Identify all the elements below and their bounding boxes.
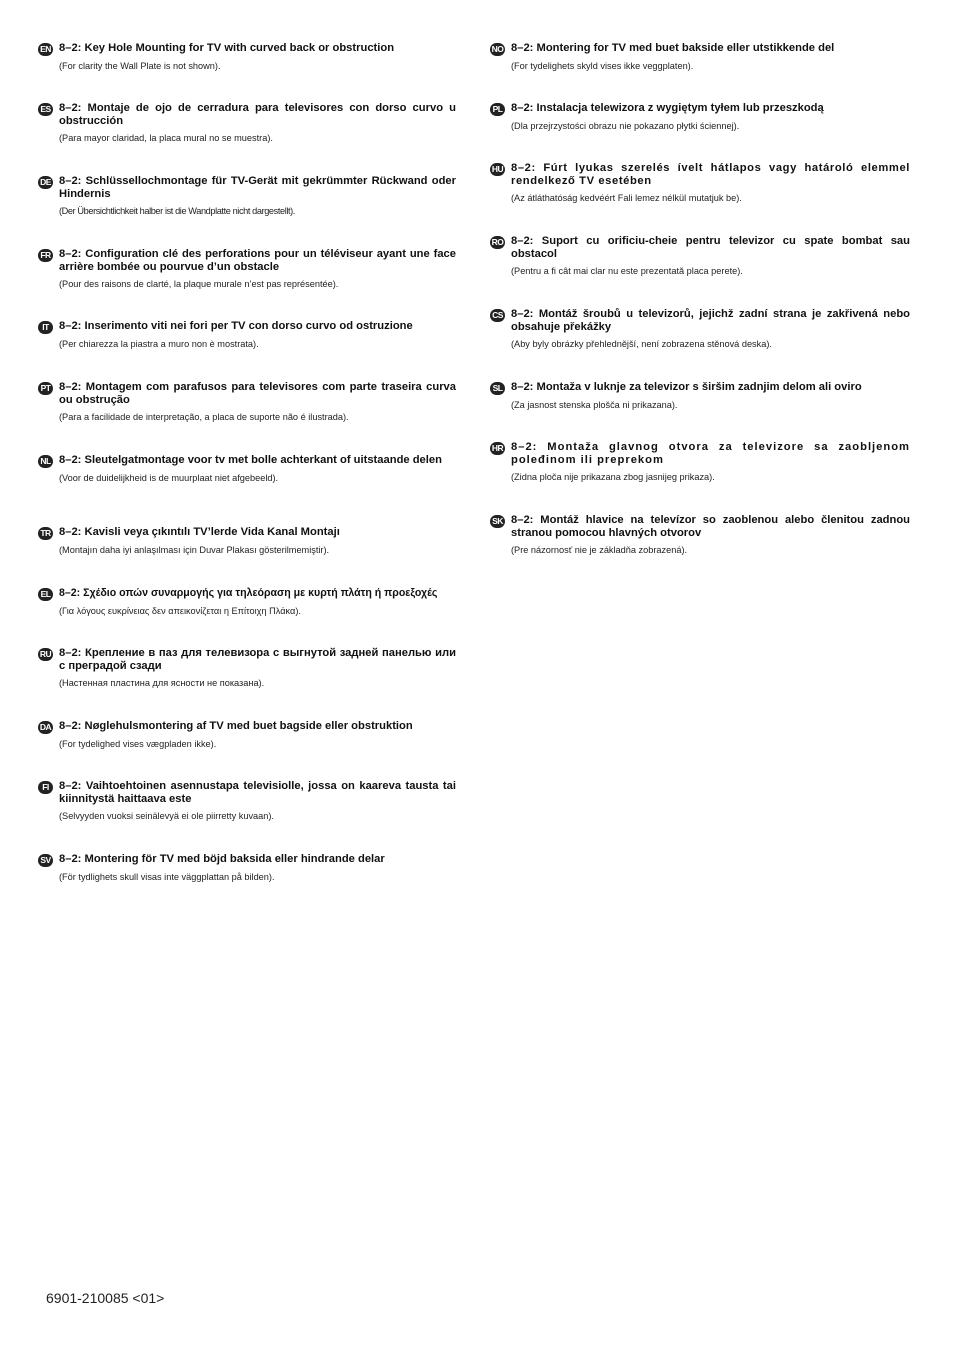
instruction-heading: 8–2: Montering för TV med böjd baksida eller hindrande delar [59, 853, 385, 865]
instruction-entry-sv [38, 853, 456, 883]
instruction-note: (Selvyyden vuoksi seinälevyä ei ole piirretty kuvaan). [59, 811, 274, 821]
instruction-note: (Montajın daha iyi anlaşılması için Duvar Plakası gösterilmemiştir). [59, 544, 330, 555]
instruction-entry-cs [490, 308, 910, 350]
instruction-entry-nl [38, 454, 456, 484]
language-badge: DA [39, 722, 52, 732]
instruction-note: (For clarity the Wall Plate is not shown). [59, 60, 221, 71]
instruction-heading: 8–2: Sleutelgatmontage voor tv met bolle achterkant of uitstaande delen [59, 454, 442, 466]
instruction-note: (Para a facilidade de interpretação, a placa de suporte não é ilustrada). [59, 412, 349, 422]
language-badge: NO [491, 44, 504, 54]
language-badge: FR [38, 249, 53, 262]
language-badge: RO [491, 237, 504, 247]
instruction-note: (Per chiarezza la piastra a muro non è mostrata). [59, 338, 259, 349]
instruction-entry-en [38, 42, 456, 72]
instruction-note: (Der Übersichtlichkeit halber ist die Wandplatte nicht dargestellt). [59, 206, 295, 216]
instruction-heading: 8–2: Instalacja telewizora z wygiętym tyłem lub przeszkodą [511, 102, 824, 114]
instruction-note: (Pour des raisons de clarté, la plaque murale n’est pas représentée). [59, 279, 339, 289]
instruction-entry-hu [490, 162, 910, 204]
instruction-note: (Настенная пластина для ясности не показана). [59, 678, 265, 688]
instruction-heading: 8–2: Vaihtoehtoinen asennustapa televisiolle, jossa on kaareva tausta tai kiinnitystä haittaava este [59, 780, 456, 805]
language-badge: NL [38, 455, 53, 468]
instruction-heading: 8–2: Kavisli veya çıkıntılı TV’lerde Vida Kanal Montajı [59, 526, 340, 538]
instruction-note: (Dla przejrzystości obrazu nie pokazano płytki ściennej). [511, 120, 740, 131]
language-badge: IT [38, 321, 53, 334]
document-number: 6901-210085 <01> [46, 1290, 165, 1306]
instruction-heading: 8–2: Nøglehulsmontering af TV med buet bagside eller obstruktion [59, 720, 413, 732]
language-badge: SK [490, 515, 505, 528]
instruction-note: (Για λόγους ευκρίνειας δεν απεικονίζεται η Επίτοιχη Πλάκα). [59, 605, 301, 616]
instruction-heading: 8–2: Σχέδιο οπών συναρμογής για τηλεόραση με κυρτή πλάτη ή προεξοχές [59, 587, 438, 599]
instruction-entry-no [490, 42, 910, 72]
language-badge: ES [38, 103, 53, 116]
instruction-note: (For tydelighed vises vægpladen ikke). [59, 738, 217, 749]
instruction-note: (Pentru a fi cât mai clar nu este prezentată placa perete). [511, 266, 743, 276]
instruction-note: (Az átláthatóság kedvéért Fali lemez nélkül mutatjuk be). [511, 193, 742, 203]
instruction-note: (För tydlighets skull visas inte väggplattan på bilden). [59, 871, 275, 882]
language-badge: CS [490, 309, 505, 322]
instruction-entry-it [38, 320, 456, 350]
instruction-entry-tr [38, 526, 456, 556]
instruction-heading: 8–2: Montáž šroubů u televizorů, jejichž zadní strana je zakřivená nebo obsahuje překážky [511, 308, 910, 333]
instruction-heading: 8–2: Montaje de ojo de cerradura para televisores con dorso curvo u obstrucción [59, 102, 456, 127]
instruction-heading: 8–2: Montáž hlavice na televízor so zaoblenou alebo členitou zadnou stranou pomocou hlavných otvorov [511, 514, 910, 539]
language-badge: SV [38, 854, 53, 867]
instruction-heading: 8–2: Montaža glavnog otvora za televizore sa zaobljenom poleđinom ili preprekom [511, 441, 910, 466]
instruction-note: (Pre názornosť nie je základňa zobrazená). [511, 545, 688, 555]
instruction-entry-de [38, 175, 456, 217]
language-badge: SL [490, 382, 505, 395]
instruction-heading: 8–2: Fúrt lyukas szerelés ívelt hátlapos vagy határoló elemmel rendelkező TV esetében [511, 162, 910, 187]
instruction-note: (Aby byly obrázky přehlednější, není zobrazena stěnová deska). [511, 339, 772, 349]
instruction-entry-ro [490, 235, 910, 277]
language-badge: EN [38, 43, 53, 56]
language-badge: HR [491, 443, 504, 453]
instruction-heading: 8–2: Montering for TV med buet bakside eller utstikkende del [511, 42, 835, 54]
instruction-entry-ru [38, 647, 456, 689]
instruction-entry-hr [490, 441, 910, 483]
instruction-entry-fi [38, 780, 456, 822]
instruction-entry-pl [490, 102, 910, 132]
language-badge: HU [491, 164, 504, 174]
instruction-heading: 8–2: Inserimento viti nei fori per TV con dorso curvo od ostruzione [59, 320, 413, 332]
language-badge: TR [38, 527, 53, 540]
instruction-entry-el [38, 587, 456, 617]
language-badge: PL [490, 103, 505, 116]
instruction-note: (For tydelighets skyld vises ikke veggplaten). [511, 60, 694, 71]
language-badge: PT [38, 382, 53, 395]
instruction-heading: 8–2: Suport cu orificiu-cheie pentru televizor cu spate bombat sau obstacol [511, 235, 910, 260]
language-badge: DE [38, 176, 53, 189]
instruction-entry-es [38, 102, 456, 144]
instruction-heading: 8–2: Key Hole Mounting for TV with curved back or obstruction [59, 42, 395, 54]
instruction-note: (Zidna ploča nije prikazana zbog jasnijeg prikaza). [511, 472, 715, 482]
instruction-note: (Para mayor claridad, la placa mural no se muestra). [59, 133, 273, 143]
instruction-note: (Voor de duidelijkheid is de muurplaat niet afgebeeld). [59, 472, 279, 483]
language-badge: FI [38, 781, 53, 794]
instruction-heading: 8–2: Montagem com parafusos para televisores com parte traseira curva ou obstrução [59, 381, 456, 406]
language-badge: EL [38, 588, 53, 601]
instruction-heading: 8–2: Configuration clé des perforations pour un téléviseur ayant une face arrière bombée ou pourvue d’un obstacle [59, 248, 456, 273]
instruction-entry-fr [38, 248, 456, 290]
instruction-heading: 8–2: Крепление в паз для телевизора с выгнутой задней панелью или с преградой сзади [59, 647, 456, 672]
instruction-entry-pt [38, 381, 456, 423]
instruction-heading: 8–2: Schlüssellochmontage für TV-Gerät mit gekrümmter Rückwand oder Hindernis [59, 175, 456, 200]
instruction-note: (Za jasnost stenska plošča ni prikazana). [511, 399, 678, 410]
instruction-heading: 8–2: Montaža v luknje za televizor s širšim zadnjim delom ali oviro [511, 381, 862, 393]
instruction-entry-sl [490, 381, 910, 411]
instruction-entry-da [38, 720, 456, 750]
instruction-entry-sk [490, 514, 910, 556]
language-badge: RU [39, 649, 52, 659]
